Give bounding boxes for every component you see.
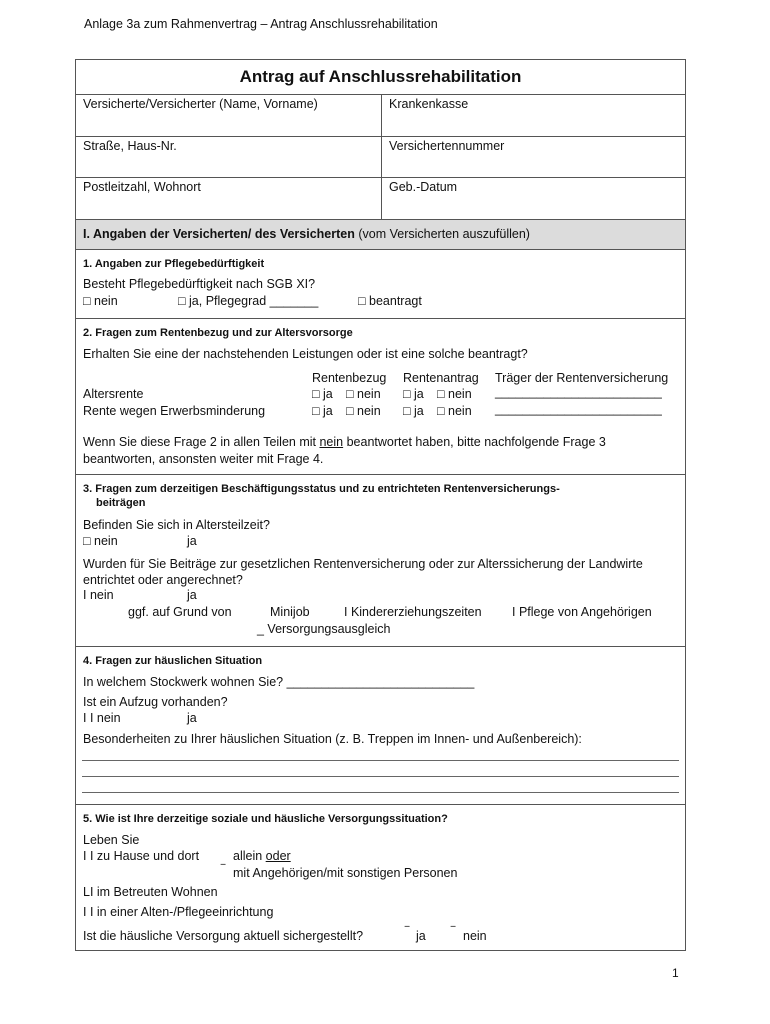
q2-question: Erhalten Sie eine der nachstehenden Leistungen oder ist eine solche beantragt? bbox=[83, 347, 528, 361]
form-title-row bbox=[76, 60, 685, 95]
q3-title-line1: 3. Fragen zum derzeitigen Beschäftigungsstatus und zu entrichteten Rentenversicherungs- bbox=[83, 483, 560, 495]
q4-aufzug-nein[interactable]: I I nein bbox=[83, 711, 121, 725]
q2-erwerbsminderung-label: Rente wegen Erwerbsminderung bbox=[83, 404, 266, 418]
q2-erwerbsminderung-bezug-nein[interactable]: □ nein bbox=[346, 404, 381, 418]
q1-title: 1. Angaben zur Pflegebedürftigkeit bbox=[83, 258, 265, 270]
q2-altersrente-bezug-nein[interactable]: □ nein bbox=[346, 387, 381, 401]
q4-besonderheiten-label: Besonderheiten zu Ihrer häuslichen Situation (z. B. Treppen im Innen- und Außenbereich): bbox=[83, 732, 582, 746]
q3-q1-nein[interactable]: □ nein bbox=[83, 534, 118, 548]
q1-ja-checkbox[interactable]: □ ja, Pflegegrad _______ bbox=[178, 294, 319, 308]
field-row-1 bbox=[76, 95, 685, 137]
q2-altersrente-antrag-nein[interactable]: □ nein bbox=[437, 387, 472, 401]
section-1-title: I. Angaben der Versicherten/ des Versicherten (vom Versicherten auszufüllen) bbox=[83, 227, 530, 241]
q5-nein-mark: ‾ bbox=[451, 925, 456, 939]
q3-title-line2: beiträgen bbox=[96, 497, 146, 509]
q4-stockwerk-field[interactable]: In welchem Stockwerk wohnen Sie? ___________________________ bbox=[83, 675, 475, 689]
q5-sichergestellt-nein[interactable]: nein bbox=[463, 929, 487, 943]
field-plz-ort[interactable]: Postleitzahl, Wohnort bbox=[83, 180, 201, 194]
form-title: Antrag auf Anschlussrehabilitation bbox=[239, 67, 522, 86]
q3-minijob-option[interactable]: Minijob bbox=[270, 605, 310, 619]
page-number: 1 bbox=[672, 966, 679, 980]
field-krankenkasse[interactable]: Krankenkasse bbox=[389, 97, 469, 111]
q2-erwerbsminderung-antrag-ja[interactable]: □ ja bbox=[403, 404, 424, 418]
q1-question: Besteht Pflegebedürftigkeit nach SGB XI? bbox=[83, 277, 316, 291]
question-3 bbox=[76, 475, 685, 647]
application-form bbox=[75, 59, 686, 951]
field-versichertennummer[interactable]: Versichertennummer bbox=[389, 139, 505, 153]
q2-altersrente-bezug-ja[interactable]: □ ja bbox=[312, 387, 333, 401]
q5-allein-option[interactable]: allein oder bbox=[233, 849, 291, 863]
question-2 bbox=[76, 319, 685, 475]
q5-sichergestellt-ja[interactable]: ja bbox=[416, 929, 426, 943]
q2-erwerbsminderung-antrag-nein[interactable]: □ nein bbox=[437, 404, 472, 418]
q5-leben-sie: Leben Sie bbox=[83, 833, 140, 847]
q2-col-rentenbezug: Rentenbezug bbox=[312, 371, 387, 385]
q3-ggf-label: ggf. auf Grund von bbox=[128, 605, 232, 619]
q3-kindererziehung-option[interactable]: I Kindererziehungszeiten bbox=[344, 605, 482, 619]
q1-beantragt-checkbox[interactable]: □ beantragt bbox=[358, 294, 422, 308]
field-row-3 bbox=[76, 178, 685, 220]
q5-zu-hause-option[interactable]: I I zu Hause und dort bbox=[83, 849, 200, 863]
q3-q1-ja[interactable]: ja bbox=[187, 534, 197, 548]
q4-aufzug-question: Ist ein Aufzug vorhanden? bbox=[83, 695, 228, 709]
q3-question2-line1: Wurden für Sie Beiträge zur gesetzlichen Rentenversicherung oder zur Alterssicherung der Landwirte bbox=[83, 557, 643, 571]
field-name[interactable]: Versicherte/Versicherter (Name, Vorname) bbox=[83, 97, 318, 111]
q5-checkbox-mark: ‾ bbox=[221, 863, 226, 877]
q4-besonderheiten-line-1[interactable] bbox=[82, 760, 679, 761]
q4-aufzug-ja[interactable]: ja bbox=[187, 711, 197, 725]
field-row-2 bbox=[76, 137, 685, 178]
q3-q2-nein[interactable]: I nein bbox=[83, 588, 114, 602]
q1-nein-checkbox[interactable]: □ nein bbox=[83, 294, 118, 308]
q5-mit-angehoerigen-option[interactable]: mit Angehörigen/mit sonstigen Personen bbox=[233, 866, 458, 880]
document-header: Anlage 3a zum Rahmenvertrag – Antrag Anschlussrehabilitation bbox=[84, 17, 438, 31]
question-5 bbox=[76, 805, 685, 950]
q3-question2-line2: entrichtet oder angerechnet? bbox=[83, 573, 243, 587]
q2-col-rentenantrag: Rentenantrag bbox=[403, 371, 479, 385]
q3-versorgungsausgleich-option[interactable]: _ Versorgungsausgleich bbox=[257, 622, 391, 636]
q2-altersrente-label: Altersrente bbox=[83, 387, 144, 401]
q5-title: 5. Wie ist Ihre derzeitige soziale und häusliche Versorgungssituation? bbox=[83, 813, 448, 825]
section-1-header bbox=[76, 220, 685, 250]
q5-ja-mark: ‾ bbox=[405, 925, 410, 939]
question-4 bbox=[76, 647, 685, 805]
q4-title: 4. Fragen zur häuslichen Situation bbox=[83, 655, 263, 667]
q5-sichergestellt-question: Ist die häusliche Versorgung aktuell sichergestellt? bbox=[83, 929, 364, 943]
q4-besonderheiten-line-2[interactable] bbox=[82, 776, 679, 777]
q5-betreuten-option[interactable]: LI im Betreuten Wohnen bbox=[83, 885, 218, 899]
q3-q2-ja[interactable]: ja bbox=[187, 588, 197, 602]
q2-altersrente-traeger-field[interactable]: ________________________ bbox=[495, 385, 662, 399]
q3-pflege-option[interactable]: I Pflege von Angehörigen bbox=[512, 605, 652, 619]
q5-pflegeeinrichtung-option[interactable]: I I in einer Alten-/Pflegeeinrichtung bbox=[83, 905, 274, 919]
q2-note-line2: beantworten, ansonsten weiter mit Frage 4. bbox=[83, 452, 324, 466]
q2-col-traeger: Träger der Rentenversicherung bbox=[495, 371, 669, 385]
q2-altersrente-antrag-ja[interactable]: □ ja bbox=[403, 387, 424, 401]
question-1 bbox=[76, 250, 685, 319]
q3-question1: Befinden Sie sich in Altersteilzeit? bbox=[83, 518, 270, 532]
q2-note-line1: Wenn Sie diese Frage 2 in allen Teilen mit nein beantwortet haben, bitte nachfolgende Frage 3 bbox=[83, 435, 606, 449]
q2-erwerbsminderung-bezug-ja[interactable]: □ ja bbox=[312, 404, 333, 418]
field-strasse[interactable]: Straße, Haus-Nr. bbox=[83, 139, 177, 153]
q2-title: 2. Fragen zum Rentenbezug und zur Altersvorsorge bbox=[83, 327, 353, 339]
q4-besonderheiten-line-3[interactable] bbox=[82, 792, 679, 793]
q2-erwerbsminderung-traeger-field[interactable]: ________________________ bbox=[495, 402, 662, 416]
field-geb-datum[interactable]: Geb.-Datum bbox=[389, 180, 458, 194]
